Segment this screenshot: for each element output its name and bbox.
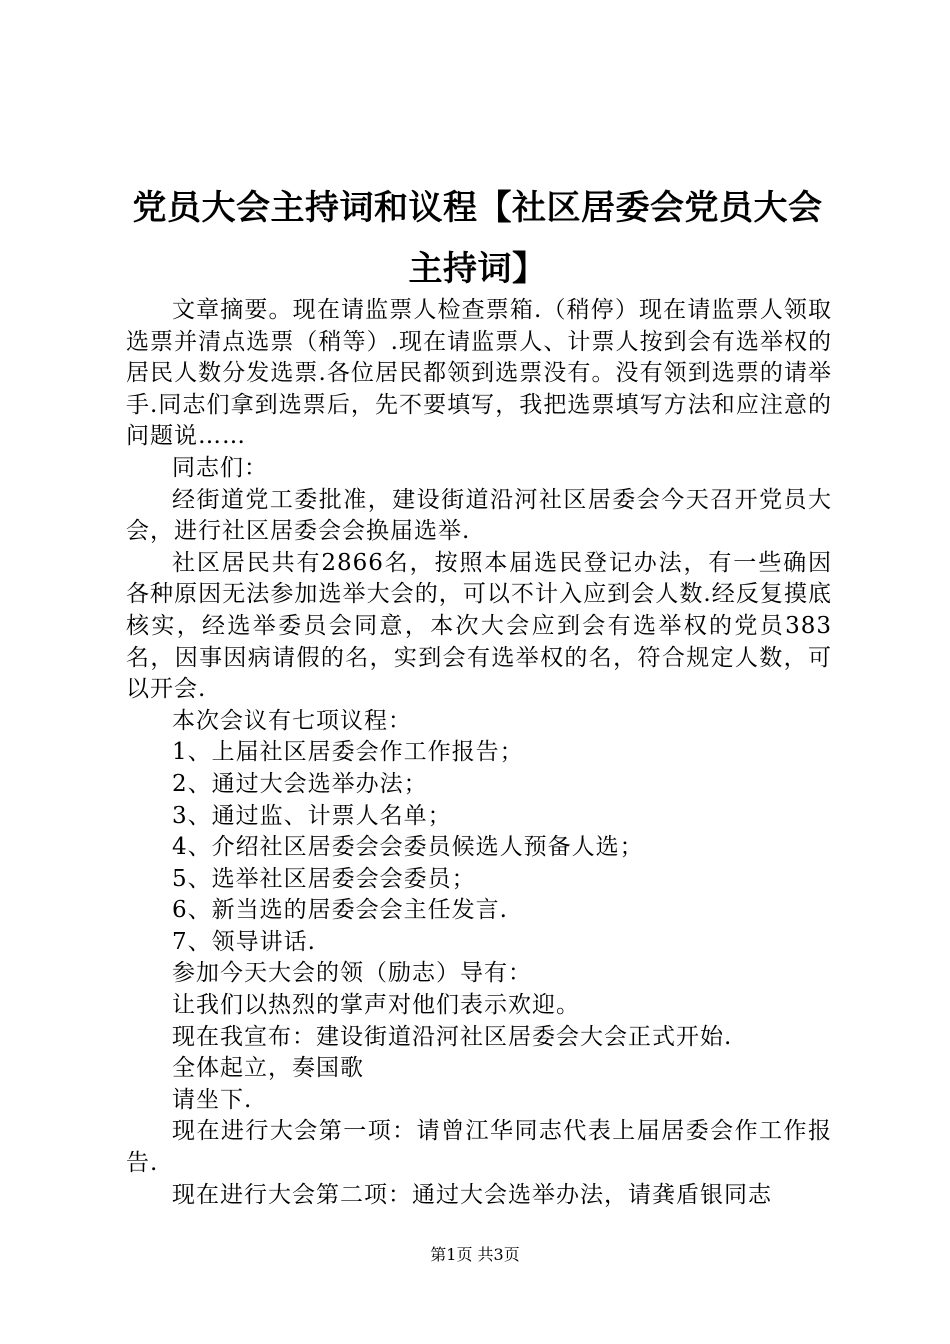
paragraph-item-one: 现在进行大会第一项：请曾江华同志代表上届居委会作工作报告. — [126, 1118, 832, 1177]
paragraph-item-two: 现在进行大会第二项：通过大会选举办法，请龚盾银同志 — [172, 1181, 772, 1208]
agenda-item-7: 7、领导讲话. — [172, 928, 316, 955]
paragraph-agenda-intro: 本次会议有七项议程： — [172, 707, 412, 734]
paragraph-greeting: 同志们： — [172, 454, 268, 481]
paragraph-anthem: 全体起立，奏国歌 — [172, 1055, 364, 1082]
agenda-item-1: 1、上届社区居委会作工作报告； — [172, 739, 524, 766]
agenda-item-4: 4、介绍社区居委会会委员候选人预备人选； — [172, 834, 644, 861]
paragraph-welcome: 让我们以热烈的掌声对他们表示欢迎。 — [172, 992, 580, 1019]
paragraph-sit: 请坐下. — [172, 1086, 253, 1113]
agenda-item-6: 6、新当选的居委会会主任发言. — [172, 897, 508, 924]
paragraph-attendance: 社区居民共有2866名，按照本届选民登记办法，有一些确因各种原因无法参加选举大会的，可以不计入应到会人数.经反复摸底核实，经选举委员会同意，本次大会应到会有选举权的党员383名，因事因病请假的名，实到会有选举权的名，符合规定人数，可以开会. — [126, 549, 832, 703]
agenda-item-2: 2、通过大会选举办法； — [172, 770, 428, 797]
document-body — [126, 295, 832, 1211]
paragraph-announce: 现在我宣布：建设街道沿河社区居委会大会正式开始. — [172, 1023, 733, 1050]
paragraph-leaders: 参加今天大会的领（励志）导有： — [172, 960, 532, 987]
agenda-item-3: 3、通过监、计票人名单； — [172, 802, 452, 829]
document-title: 党员大会主持词和议程【社区居委会党员大会主持词】 — [132, 188, 823, 289]
paragraph-approval: 经街道党工委批准，建设街道沿河社区居委会今天召开党员大会，进行社区居委会会换届选举. — [126, 486, 832, 545]
paragraph-summary: 文章摘要。现在请监票人检查票箱.（稍停）现在请监票人领取选票并清点选票（稍等）.现在请监票人、计票人按到会有选举权的居民人数分发选票.各位居民都领到选票没有。没有领到选票的请举手.同志们拿到选票后，先不要填写，我把选票填写方法和应注意的问题说…… — [126, 297, 832, 450]
page-footer: 第1页 共3页 — [430, 1245, 520, 1264]
agenda-item-5: 5、选举社区居委会会委员； — [172, 865, 476, 892]
